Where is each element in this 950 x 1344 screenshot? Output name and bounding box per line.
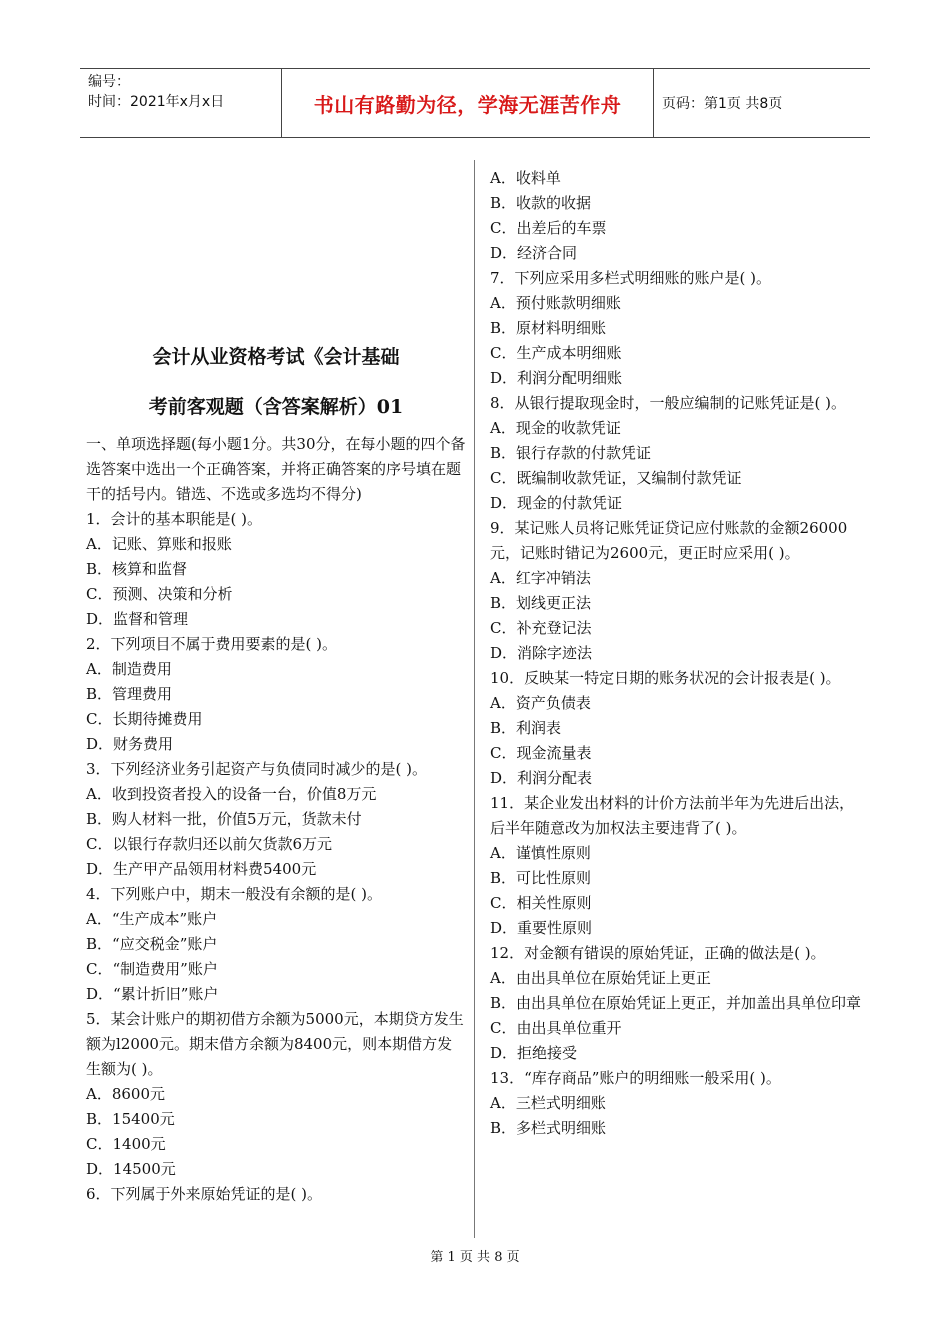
question-line: 3．下列经济业务引起资产与负债同时减少的是( )。	[86, 760, 428, 778]
question-line: C．预测、决策和分析	[86, 585, 233, 603]
question-line: C．现金流量表	[490, 744, 592, 762]
question-line: B．购人材料一批，价值5万元，货款未付	[86, 810, 362, 828]
question-line: A．谨慎性原则	[490, 844, 591, 862]
question-line: A．“生产成本”账户	[86, 910, 218, 928]
question-line: C．“制造费用”账户	[86, 960, 218, 978]
question-line: C．生产成本明细账	[490, 344, 622, 362]
question-line: 1．会计的基本职能是( )。	[86, 510, 263, 528]
question-line: B．银行存款的付款凭证	[490, 444, 652, 462]
question-line: B．15400元	[86, 1110, 175, 1128]
question-line: 2．下列项目不属于费用要素的是( )。	[86, 635, 338, 653]
question-line: 10．反映某一特定日期的账务状况的会计报表是( )。	[490, 669, 841, 687]
question-line: D．监督和管理	[86, 610, 189, 628]
question-line: 11．某企业发出材料的计价方法前半年为先进后出法，后半年随意改为加权法主要违背了( )。	[490, 794, 855, 837]
header-page-number: 页码：第1页 共8页	[662, 96, 783, 112]
question-line: D．拒绝接受	[490, 1044, 578, 1062]
question-line: 9．某记账人员将记账凭证贷记应付账款的金额26000元，记账时错记为2600元，更正时应采用( )。	[490, 519, 848, 562]
question-line: 6．下列属于外来原始凭证的是( )。	[86, 1185, 323, 1203]
question-line: 一、单项选择题(每小题1分。共30分，在每小题的四个备选答案中选出一个正确答案，并将正确答案的序号填在题干的括号内。错选、不选或多选均不得分)	[86, 435, 466, 503]
question-line: B．多栏式明细账	[490, 1119, 607, 1137]
question-line: 7．下列应采用多栏式明细账的账户是( )。	[490, 269, 772, 287]
question-line: B．可比性原则	[490, 869, 592, 887]
question-line: 4．下列账户中，期末一般没有余额的是( )。	[86, 885, 383, 903]
question-line: C．既编制收款凭证，又编制付款凭证	[490, 469, 742, 487]
question-line: D．生产甲产品领用材料费5400元	[86, 860, 317, 878]
question-line: B．“应交税金”账户	[86, 935, 218, 953]
left-column	[86, 340, 466, 1207]
question-line: 13．“库存商品”账户的明细账一般采用( )。	[490, 1069, 781, 1087]
header-motto: 书山有路勤为径，学海无涯苦作舟	[282, 69, 654, 137]
question-line: B．核算和监督	[86, 560, 188, 578]
question-line: A．收到投资者投入的设备一台，价值8万元	[86, 785, 377, 803]
question-line: C．由出具单位重开	[490, 1019, 622, 1037]
question-line: A．三栏式明细账	[490, 1094, 606, 1112]
question-line: A．收料单	[490, 169, 561, 187]
question-line: A．记账、算账和报账	[86, 535, 232, 553]
question-line: A．制造费用	[86, 660, 172, 678]
question-line: D．重要性原则	[490, 919, 593, 937]
page-footer: 第 1 页 共 8 页	[430, 1250, 520, 1265]
question-line: D．14500元	[86, 1160, 176, 1178]
question-line: A．由出具单位在原始凭证上更正	[490, 969, 711, 987]
question-line: A．资产负债表	[490, 694, 591, 712]
left-question-list	[86, 432, 466, 1207]
document-title-line1: 会计从业资格考试《会计基础	[152, 346, 400, 368]
question-line: C．长期待摊费用	[86, 710, 203, 728]
right-question-list	[490, 166, 864, 1141]
right-column	[490, 166, 864, 1141]
question-line: A．红字冲销法	[490, 569, 591, 587]
header-number: 编号：	[88, 74, 130, 90]
question-line: D．经济合同	[490, 244, 578, 262]
document-title-line2: 考前客观题（含答案解析）01	[148, 396, 404, 418]
question-line: B．由出具单位在原始凭证上更正，并加盖出具单位印章	[490, 994, 862, 1012]
question-line: C．以银行存款归还以前欠货款6万元	[86, 835, 333, 853]
question-line: D．现金的付款凭证	[490, 494, 623, 512]
question-line: D．“累计折旧”账户	[86, 985, 219, 1003]
question-line: 5．某会计账户的期初借方余额为5000元，本期贷方发生额为l2000元。期末借方余额为8400元，则本期借方发生额为( )。	[86, 1010, 464, 1078]
question-line: D．财务费用	[86, 735, 174, 753]
question-line: B．管理费用	[86, 685, 173, 703]
question-line: C．补充登记法	[490, 619, 592, 637]
question-line: A．现金的收款凭证	[490, 419, 621, 437]
question-line: C．相关性原则	[490, 894, 592, 912]
column-divider	[474, 160, 475, 1238]
header-info	[80, 69, 282, 137]
question-line: B．原材料明细账	[490, 319, 607, 337]
question-line: D．利润分配明细账	[490, 369, 623, 387]
question-line: 12．对金额有错误的原始凭证，正确的做法是( )。	[490, 944, 826, 962]
header-date: 时间：2021年x月x日	[88, 94, 225, 110]
question-line: C．1400元	[86, 1135, 166, 1153]
question-line: B．收款的收据	[490, 194, 592, 212]
question-line: C．出差后的车票	[490, 219, 607, 237]
page-header	[80, 68, 870, 138]
question-line: A．预付账款明细账	[490, 294, 621, 312]
question-line: D．利润分配表	[490, 769, 593, 787]
question-line: D．消除字迹法	[490, 644, 593, 662]
question-line: 8．从银行提取现金时，一般应编制的记账凭证是( )。	[490, 394, 847, 412]
question-line: B．利润表	[490, 719, 562, 737]
question-line: A．8600元	[86, 1085, 166, 1103]
question-line: B．划线更正法	[490, 594, 592, 612]
